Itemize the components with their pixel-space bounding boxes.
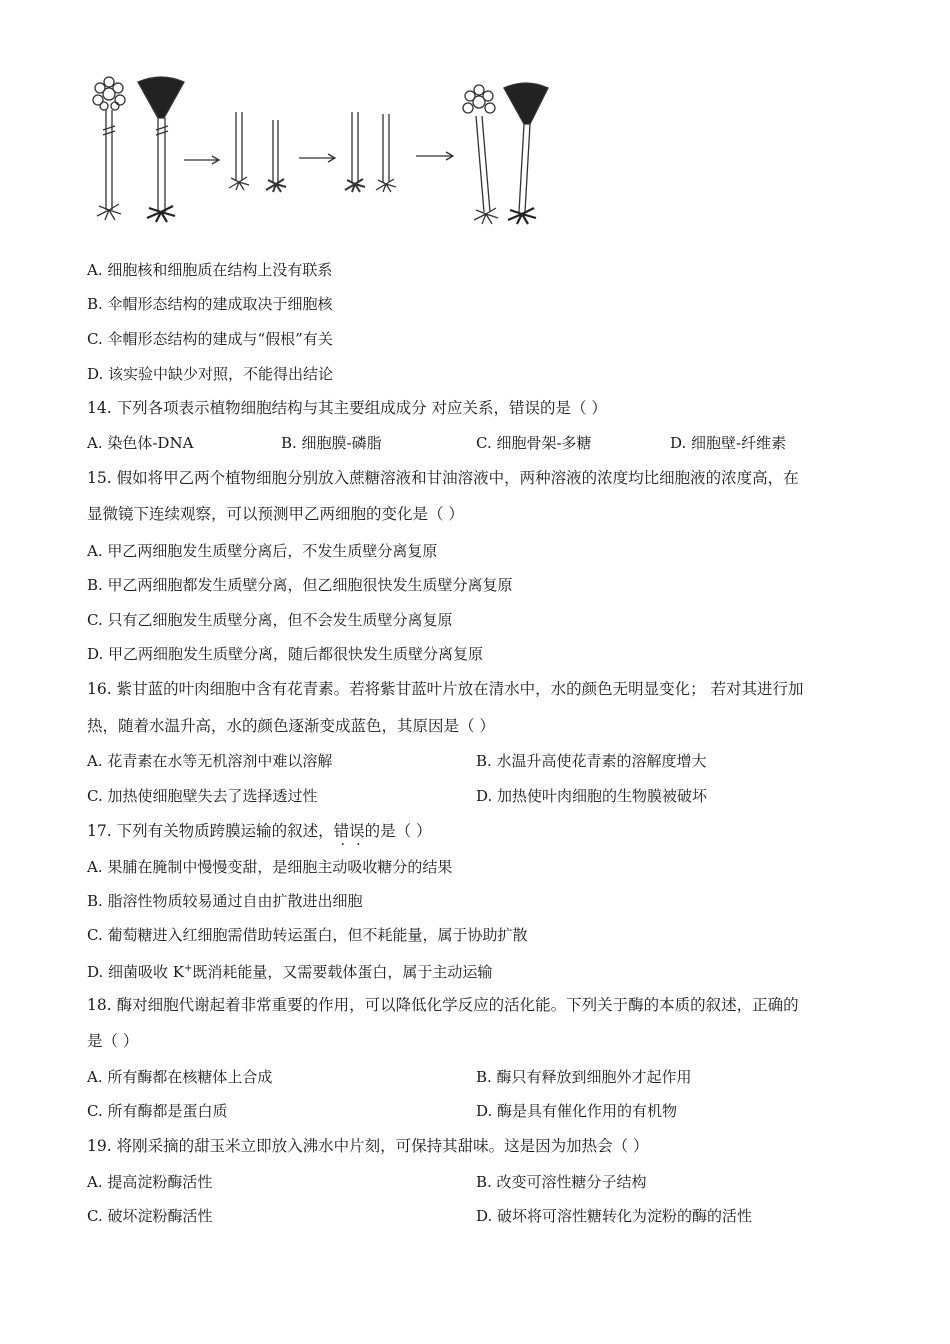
q19-option-a: A. 提高淀粉酶活性: [87, 1173, 213, 1191]
q16-option-c: C. 加热使细胞壁失去了选择透过性: [87, 787, 318, 805]
q18-option-a: A. 所有酶都在核糖体上合成: [87, 1068, 273, 1086]
q17-option-d-sup: +: [184, 963, 193, 974]
q17-stem-pre: 17. 下列有关物质跨膜运输的叙述，: [87, 822, 334, 840]
q19-option-b: B. 改变可溶性糖分子结构: [476, 1173, 647, 1191]
q13-option-d: D. 该实验中缺少对照，不能得出结论: [87, 365, 334, 383]
arrow-icon: [416, 152, 453, 160]
q18-stem-line2: 是（ ）: [87, 1032, 139, 1050]
q14-stem: 14. 下列各项表示植物细胞结构与其主要组成成分 对应关系，错误的是（ ）: [87, 399, 607, 417]
q18-stem-line1: 18. 酶对细胞代谢起着非常重要的作用，可以降低化学反应的活化能。下列关于酶的本质的叙述，正确的: [87, 996, 799, 1014]
result-stage: [463, 83, 548, 224]
grafted-stalks-stage: [345, 112, 396, 192]
q15-option-d: D. 甲乙两细胞发生质壁分离，随后都很快发生质壁分离复原: [87, 645, 484, 663]
q19-stem: 19. 将刚采摘的甜玉米立即放入沸水中片刻，可保持其甜味。这是因为加热会（ ）: [87, 1137, 649, 1155]
q16-option-a: A. 花青素在水等无机溶剂中难以溶解: [87, 752, 333, 770]
q19-option-d: D. 破坏将可溶性糖转化为淀粉的酶的活性: [476, 1207, 753, 1225]
q14-option-b: B. 细胞膜-磷脂: [281, 434, 382, 452]
q17-stem-emphasis-1: 错: [333, 822, 350, 840]
q15-option-a: A. 甲乙两细胞发生质壁分离后，不发生质壁分离复原: [87, 542, 438, 560]
q14-option-d: D. 细胞壁-纤维素: [670, 434, 787, 452]
acetabularia-experiment-figure: [86, 72, 556, 232]
q13-option-a: A. 细胞核和细胞质在结构上没有联系: [87, 261, 333, 279]
q16-stem-line2: 热，随着水温升高，水的颜色逐渐变成蓝色，其原因是（ ）: [87, 717, 495, 735]
q17-option-d: [87, 959, 492, 982]
flower-cap-alga: [93, 77, 125, 220]
q14-option-c: C. 细胞骨架-多糖: [476, 434, 592, 452]
q15-option-c: C. 只有乙细胞发生质壁分离，但不会发生质壁分离复原: [87, 611, 453, 629]
q13-option-c: C. 伞帽形态结构的建成与“假根”有关: [87, 330, 333, 348]
cut-stalks-stage: [229, 112, 286, 192]
q16-stem-line1: 16. 紫甘蓝的叶肉细胞中含有花青素。若将紫甘蓝叶片放在清水中，水的颜色无明显变化； 若对其进行加: [87, 680, 804, 698]
q19-option-c: C. 破坏淀粉酶活性: [87, 1207, 213, 1225]
q15-stem-line2: 显微镜下连续观察，可以预测甲乙两细胞的变化是（ ）: [87, 505, 464, 523]
q17-stem-emphasis-2: 误: [349, 822, 365, 840]
q16-option-b: B. 水温升高使花青素的溶解度增大: [476, 752, 707, 770]
q18-option-d: D. 酶是具有催化作用的有机物: [476, 1102, 678, 1120]
q15-option-b: B. 甲乙两细胞都发生质壁分离，但乙细胞很快发生质壁分离复原: [87, 576, 513, 594]
q17-option-c: C. 葡萄糖进入红细胞需借助转运蛋白，但不耗能量，属于协助扩散: [87, 926, 528, 944]
q17-option-b: B. 脂溶性物质较易通过自由扩散进出细胞: [87, 892, 363, 910]
umbrella-cap-alga: [138, 77, 184, 222]
q17-stem: [87, 821, 432, 841]
q17-option-a: A. 果脯在腌制中慢慢变甜，是细胞主动吸收糖分的结果: [87, 858, 453, 876]
q16-option-d: D. 加热使叶肉细胞的生物膜被破坏: [476, 787, 708, 805]
arrow-icon: [184, 156, 219, 164]
q13-option-b: B. 伞帽形态结构的建成取决于细胞核: [87, 295, 333, 313]
q15-stem-line1: 15. 假如将甲乙两个植物细胞分别放入蔗糖溶液和甘油溶液中，两种溶液的浓度均比细胞液的浓度高，在: [87, 469, 799, 487]
q18-option-c: C. 所有酶都是蛋白质: [87, 1102, 228, 1120]
q17-stem-post: 的是（ ）: [364, 822, 432, 840]
q17-option-d-pre: D. 细菌吸收 K: [87, 963, 185, 981]
q18-option-b: B. 酶只有释放到细胞外才起作用: [476, 1068, 692, 1086]
q14-option-a: A. 染色体-DNA: [87, 434, 194, 452]
arrow-icon: [299, 154, 335, 162]
q17-option-d-post: 既消耗能量，又需要载体蛋白，属于主动运输: [192, 963, 493, 981]
